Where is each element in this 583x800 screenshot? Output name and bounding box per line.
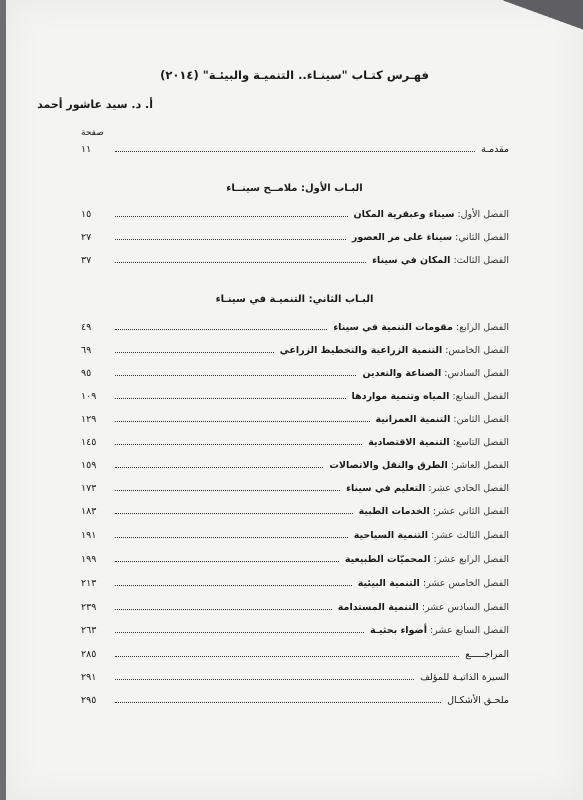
leader-dots [115,655,459,657]
leader-dots [115,512,353,514]
toc-entry-page: ١٧٣ [81,483,97,494]
page-column-label: صفحة [81,128,104,138]
leader-dots [115,374,356,376]
toc-entry-page: ٢٧ [81,232,92,243]
author-name: أ. د. سيد عاشور أحمد [37,98,153,111]
toc-entry-chapter: الفصل الثالث: [453,255,509,266]
toc-entry-chapter: الفصل الخامس عشر: [422,578,509,589]
toc-entry [81,527,509,541]
toc-entry-page: ١٠٩ [81,391,97,402]
toc-entry-name: المحميّات الطبيعية [344,554,431,565]
toc-entry-page: ٦٩ [81,345,92,356]
toc-entry-name: الصناعة والتعدين [362,368,442,379]
toc-entry-intro [81,141,509,155]
leader-dots [115,351,274,353]
toc-entry-chapter: الفصل الحادي عشر: [428,483,509,494]
toc-entry-name: التنمية البيئية [357,578,420,589]
toc-entry-page: ٣٧ [81,255,92,266]
toc-entry [81,480,509,494]
toc-entry-name: التنمية الاقتصادية [368,437,450,448]
toc-entry-chapter: الفصل التاسع: [452,437,509,448]
toc-entry-name: المكان في سيناء [372,255,451,266]
document-title: فهـرس كتـاب "سينـاء.. التنميـة والبيئـة" (٢٠١٤) [160,68,429,82]
toc-entry-references [81,646,509,660]
toc-entry-name: مقدمـة [481,144,509,155]
toc-entry-author-cv [81,669,509,683]
toc-entry-chapter: الفصل الخامس: [445,345,509,356]
toc-entry [81,342,509,356]
leader-dots [115,443,362,445]
toc-entry-name: المراجـــــع [465,649,509,660]
leader-dots [115,608,332,610]
toc-entry [81,434,509,448]
toc-entry-chapter: الفصل الثامن: [453,414,509,425]
toc-entry-page: ١١ [81,144,92,155]
toc-entry-name: التعليم في سيناء [346,483,426,494]
toc-entry [81,388,509,402]
leader-dots [115,215,348,217]
toc-entry [81,622,509,636]
leader-dots [115,678,414,680]
leader-dots [115,631,364,633]
toc-entry-page: ٢٩٥ [81,695,97,706]
leader-dots [115,584,352,586]
leader-dots [115,701,441,703]
toc-entry-chapter: الفصل السابع: [452,391,509,402]
leader-dots [115,536,348,538]
leader-dots [115,328,327,330]
leader-dots [115,489,340,491]
toc-entry-name: السيرة الذاتيـة للمؤلف [420,672,509,683]
toc-entry-chapter: الفصل السادس: [444,368,509,379]
toc-entry-name: سيناء على مر العصور [351,232,453,243]
toc-entry-page: ٢٦٣ [81,625,97,636]
toc-entry-name: التنمية العمرانية [375,414,451,425]
toc-entry-name: المياه وتنمية مواردها [351,391,450,402]
toc-entry [81,319,509,333]
toc-entry-page: ٢١٣ [81,578,97,589]
toc-entry [81,229,509,243]
toc-entry-chapter: الفصل الثالث عشر: [431,530,509,541]
toc-entry-page: ٢٩١ [81,672,97,683]
leader-dots [115,560,339,562]
toc-entry-chapter: الفصل الرابع عشر: [433,554,509,565]
leader-dots [115,420,370,422]
toc-entry-name: ملحـق الأشكـال [447,695,509,706]
toc-entry [81,503,509,517]
leader-dots [115,238,346,240]
toc-entry [81,457,509,471]
toc-entry [81,206,509,220]
toc-entry [81,252,509,266]
toc-entry-name: التنمية المستدامة [337,602,419,613]
toc-entry-page: ٤٩ [81,322,92,333]
leader-dots [115,397,346,399]
toc-entry-page: ١٤٥ [81,437,97,448]
toc-entry-chapter: الفصل السابع عشر: [429,625,509,636]
toc-entry-chapter: الفصل العاشر: [450,460,509,471]
toc-entry [81,551,509,565]
toc-entry-name: مقومات التنمية في سيناء [333,322,453,333]
toc-entry-figures-appendix [81,692,509,706]
toc-entry-page: ٩٥ [81,368,92,379]
toc-entry-chapter: الفصل الثاني: [455,232,509,243]
document-page [6,0,583,800]
toc-entry-page: ٢٨٥ [81,649,97,660]
page-corner-shadow [503,0,583,30]
toc-entry-name: سيناء وعبقرية المكان [353,209,455,220]
toc-entry-page: ١٩١ [81,530,97,541]
toc-entry-page: ٢٣٩ [81,602,97,613]
toc-entry-name: أضواء بحثيـة [369,625,427,636]
toc-entry-page: ١٩٩ [81,554,97,565]
toc-entry [81,599,509,613]
toc-entry-page: ١٨٣ [81,506,97,517]
toc-entry-chapter: الفصل الرابع: [455,322,509,333]
toc-entry [81,365,509,379]
toc-entry-name: الطرق والنقل والاتصالات [329,460,448,471]
toc-entry-page: ١٥ [81,209,92,220]
toc-entry-name: التنمية السياحية [353,530,429,541]
leader-dots [115,150,475,152]
toc-entry-name: التنمية الزراعية والتخطيط الزراعي [279,345,443,356]
toc-entry-chapter: الفصل الأول: [457,209,509,220]
toc-entry-chapter: الفصل السادس عشر: [421,602,509,613]
toc-entry-page: ١٥٩ [81,460,97,471]
toc-entry [81,575,509,589]
toc-entry-chapter: الفصل الثاني عشر: [432,506,509,517]
part-heading-2: البـاب الثاني: التنميـة في سينـاء [215,294,374,305]
leader-dots [115,261,366,263]
toc-entry-page: ١٢٩ [81,414,97,425]
leader-dots [115,466,323,468]
toc-entry-name: الخدمات الطبية [358,506,430,517]
toc-entry [81,411,509,425]
part-heading-1: البـاب الأول: ملامــح سينــاء [226,183,363,194]
